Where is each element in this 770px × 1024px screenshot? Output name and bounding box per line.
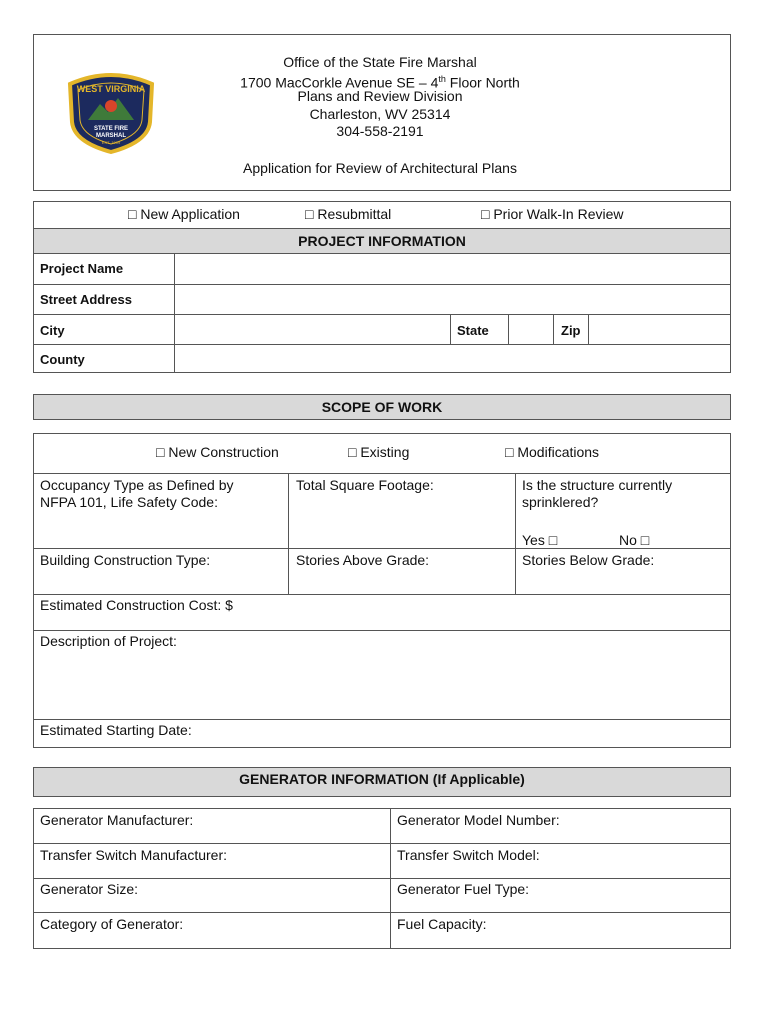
city-field[interactable]	[175, 315, 450, 344]
form-title: Application for Review of Architectural Plans	[243, 160, 517, 176]
state-label: State	[457, 323, 489, 338]
checkbox-new-application[interactable]: □ New Application	[128, 206, 240, 222]
county-label: County	[40, 352, 85, 367]
zip-field[interactable]	[589, 315, 730, 344]
generator-fuel-type-label: Generator Fuel Type:	[397, 881, 530, 897]
generator-manufacturer-field[interactable]	[34, 809, 390, 843]
project-name-label: Project Name	[40, 261, 124, 276]
total-square-footage-label: Total Square Footage:	[296, 477, 434, 493]
generator-size-label: Generator Size:	[40, 881, 139, 897]
estimated-start-date-label: Estimated Starting Date:	[40, 722, 192, 738]
generator-size-field[interactable]	[34, 879, 390, 912]
transfer-switch-model-label: Transfer Switch Model:	[397, 847, 540, 863]
checkbox-modifications[interactable]: □ Modifications	[505, 444, 600, 460]
project-name-field[interactable]	[175, 255, 730, 284]
logo-bottom-line1: STATE FIRE	[93, 126, 129, 132]
division-name: Plans and Review Division	[297, 88, 463, 104]
county-field[interactable]	[175, 345, 730, 372]
generator-model-number-field[interactable]	[391, 809, 730, 843]
logo-top-text: WEST VIRGINIA	[76, 84, 146, 94]
street-address-field[interactable]	[175, 285, 730, 314]
logo-est: EST. 1909	[101, 140, 121, 145]
stories-above-grade-label: Stories Above Grade:	[296, 552, 430, 568]
sprinklered-yes-checkbox[interactable]: Yes □	[522, 532, 558, 548]
state-fire-marshal-logo	[62, 70, 160, 154]
checkbox-prior-walk-in-review[interactable]: □ Prior Walk-In Review	[481, 206, 624, 222]
description-label: Description of Project:	[40, 633, 177, 649]
phone-number: 304-558-2191	[336, 123, 424, 139]
stories-above-grade-field[interactable]	[289, 549, 515, 594]
fuel-capacity-field[interactable]	[391, 913, 730, 948]
flame-emblem	[105, 100, 117, 112]
city-state-zip: Charleston, WV 25314	[309, 106, 451, 122]
office-name: Office of the State Fire Marshal	[283, 54, 477, 70]
transfer-switch-manufacturer-field[interactable]	[34, 844, 390, 878]
scope-of-work-header: SCOPE OF WORK	[33, 394, 731, 420]
estimated-start-date-field[interactable]	[34, 720, 730, 747]
office-address: 1700 MacCorkle Avenue SE – 4th Floor North	[240, 74, 520, 91]
checkbox-resubmittal[interactable]: □ Resubmittal	[305, 206, 392, 222]
building-construction-type-field[interactable]	[34, 549, 288, 594]
stories-below-grade-label: Stories Below Grade:	[522, 552, 655, 568]
checkbox-existing[interactable]: □ Existing	[348, 444, 410, 460]
estimated-cost-field[interactable]	[34, 595, 730, 630]
fuel-capacity-label: Fuel Capacity:	[397, 916, 487, 932]
building-construction-type-label: Building Construction Type:	[40, 552, 211, 568]
city-label: City	[40, 323, 65, 338]
checkbox-new-construction[interactable]: □ New Construction	[156, 444, 279, 460]
category-of-generator-field[interactable]	[34, 913, 390, 948]
logo-bottom-line2: MARSHAL	[96, 133, 126, 139]
occupancy-type-label: Occupancy Type as Defined by NFPA 101, Life Safety Code:	[40, 477, 234, 510]
generator-manufacturer-label: Generator Manufacturer:	[40, 812, 194, 828]
project-information-header: PROJECT INFORMATION	[33, 228, 731, 254]
state-field[interactable]	[509, 315, 553, 344]
total-square-footage-field[interactable]	[289, 474, 515, 548]
transfer-switch-model-field[interactable]	[391, 844, 730, 878]
street-address-label: Street Address	[40, 292, 132, 307]
transfer-switch-manufacturer-label: Transfer Switch Manufacturer:	[40, 847, 227, 863]
category-of-generator-label: Category of Generator:	[40, 916, 184, 932]
stories-below-grade-field[interactable]	[516, 549, 730, 594]
zip-label: Zip	[561, 323, 581, 338]
generator-information-header: GENERATOR INFORMATION (If Applicable)	[33, 767, 731, 797]
generator-fuel-type-field[interactable]	[391, 879, 730, 912]
generator-model-number-label: Generator Model Number:	[397, 812, 560, 828]
sprinklered-question: Is the structure currently sprinklered?	[522, 477, 673, 510]
occupancy-type-field[interactable]	[34, 474, 288, 548]
description-field[interactable]	[34, 631, 730, 719]
sprinklered-no-checkbox[interactable]: No □	[619, 532, 650, 548]
estimated-cost-label: Estimated Construction Cost: $	[40, 597, 233, 613]
